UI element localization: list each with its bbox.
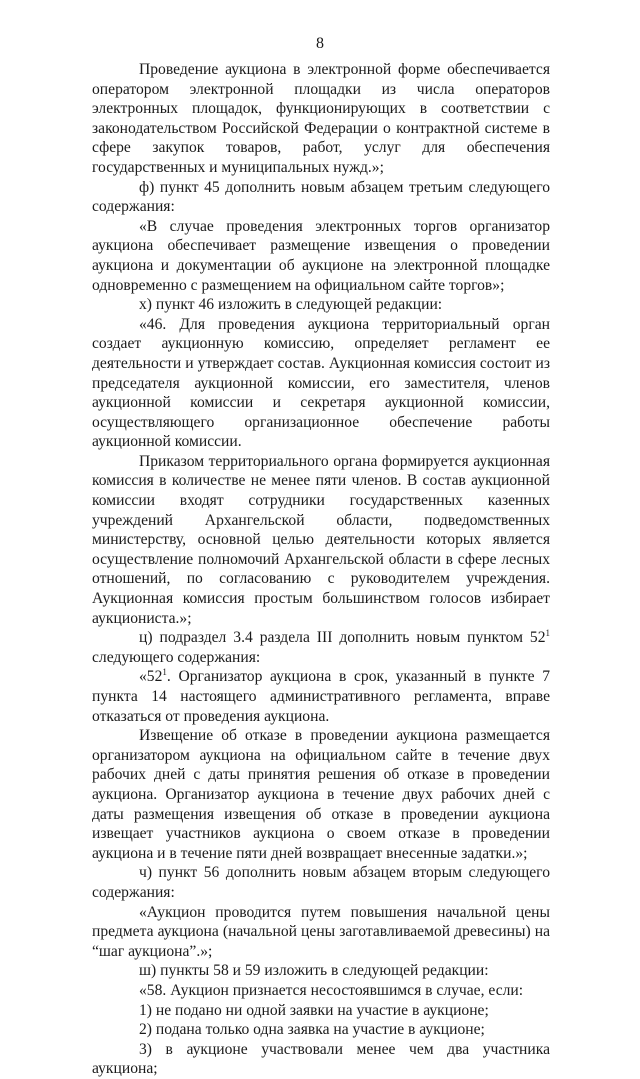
paragraph-13: «58. Аукцион признается несостоявшимся в случае, если: <box>139 981 524 999</box>
paragraph-8-after: . Организатор аукциона в срок, указанный в пункте 7 пункта 14 настоящего административного регламента, вправе отказаться от проведения аукциона. <box>92 668 550 725</box>
paragraph-16: 3) в аукционе участвовали менее чем два участника аукциона; <box>92 1040 550 1078</box>
paragraph-7 <box>92 628 550 667</box>
paragraph-8 <box>92 667 550 726</box>
paragraph-6: Приказом территориального органа формируется аукционная комиссия в количестве не менее пяти членов. В состав аукционной комиссии входят сотрудники государственных казенных учреждений Архангельской области, подведомственных министерству, основной целью деятельности которых является осуществление полномочий Архангельской области в сфере лесных отношений, по согласованию с руководителем учреждения. Аукционная комиссия простым большинством голосов избирает аукциониста.»; <box>92 452 550 627</box>
superscript-2: 1 <box>162 667 167 678</box>
paragraph-9: Извещение об отказе в проведении аукциона размещается организатором аукциона на официальном сайте в течение двух рабочих дней с даты принятия решения об отказе в проведении аукциона. Организатор аукциона в течение двух рабочих дней с даты размещения извещения об отказе в проведении аукциона извещает участников аукциона о своем отказе в проведении аукциона и в течение пяти дней возвращает внесенные задатки.»; <box>92 727 550 862</box>
paragraph-12: ш) пункты 58 и 59 изложить в следующей редакции: <box>139 962 489 980</box>
paragraph-14: 1) не подано ни одной заявки на участие в аукционе; <box>139 1001 489 1019</box>
paragraph-7-after: следующего содержания: <box>92 648 261 666</box>
paragraph-10: ч) пункт 56 дополнить новым абзацем вторым следующего содержания: <box>92 864 550 901</box>
page-number: 8 <box>316 35 324 52</box>
paragraph-11: «Аукцион проводится путем повышения начальной цены предмета аукциона (начальной цены заготавливаемой древесины) на “шаг аукциона”.»; <box>92 903 550 960</box>
document-body <box>92 60 550 1079</box>
paragraph-8-before: «52 <box>139 668 163 686</box>
paragraph-7-before: ц) подраздел 3.4 раздела III дополнить новым пунктом 52 <box>139 629 546 647</box>
paragraph-2: ф) пункт 45 дополнить новым абзацем третьим следующего содержания: <box>92 178 550 216</box>
paragraph-4: х) пункт 46 изложить в следующей редакции: <box>139 296 443 314</box>
superscript-1: 1 <box>545 628 550 639</box>
paragraph-3: «В случае проведения электронных торгов организатор аукциона обеспечивает размещение извещения о проведении аукциона и документации об аукционе на электронной площадке одновременно с размещением на официальном сайте торгов»; <box>92 217 550 294</box>
paragraph-1: Проведение аукциона в электронной форме обеспечивается оператором электронной площадки из числа операторов электронных площадок, функционирующих в соответствии с законодательством Российской Федерации о контрактной системе в сфере закупок товаров, работ, услуг для обеспечения государственных и муниципальных нужд.»; <box>92 61 550 176</box>
paragraph-5: «46. Для проведения аукциона территориальный орган создает аукционную комиссию, определяет регламент ее деятельности и утверждает состав. Аукционная комиссия состоит из председателя аукционной комиссии, его заместителя, членов аукционной комиссии и секретаря аукционной комиссии, осуществляющего организационное обеспечение работы аукционной комиссии. <box>92 315 550 451</box>
paragraph-15: 2) подана только одна заявка на участие в аукционе; <box>139 1021 485 1039</box>
